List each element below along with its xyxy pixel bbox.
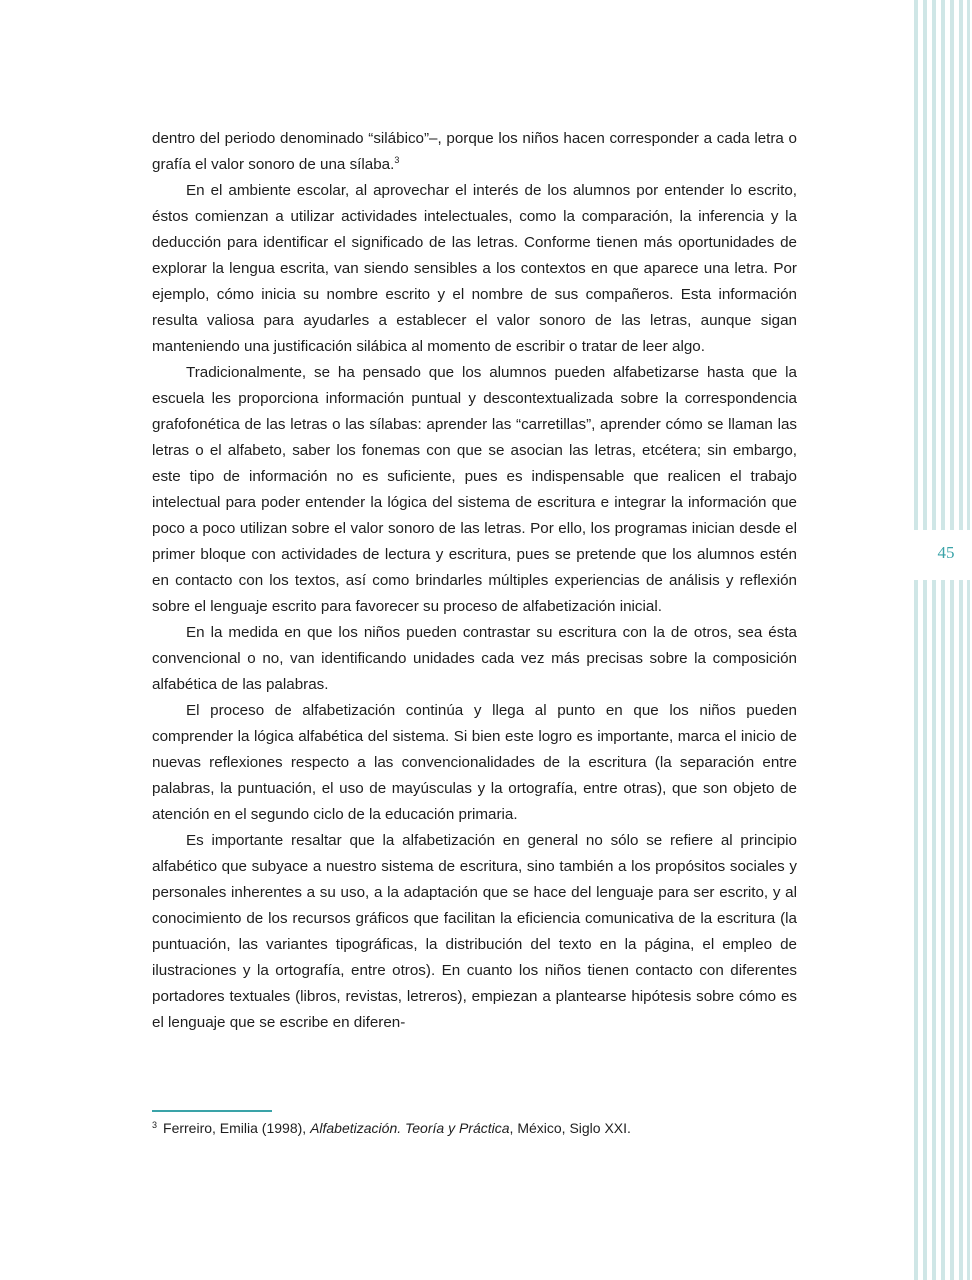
paragraph-4: En la medida en que los niños pueden contrastar su escritura con la de otros, sea ésta convencional o no, van identificando unidades cada vez más precisas sobre la composición alfabética de las palabras. [152,624,797,693]
footnote-publisher: , México, Siglo XXI. [509,1120,631,1136]
footnote-reference[interactable]: 3 [394,155,400,165]
page-number: 45 [937,543,955,562]
footnote-author: Ferreiro, Emilia (1998), [163,1120,311,1136]
decorative-side-stripes [912,0,972,1280]
paragraph-1: dentro del periodo denominado “silábico”–, porque los niños hacen corresponder a cada letra o grafía el valor sonoro de una sílaba.$^3$ [152,130,797,173]
body-text [152,126,797,1036]
footnote-divider [152,1110,272,1112]
paragraph-5: El proceso de alfabetización continúa y llega al punto en que los niños pueden comprender la lógica alfabética del sistema. Si bien este logro es importante, marca el inicio de nuevas reflexiones respecto a las convencionalidades de la escritura (la separación entre palabras, la puntuación, el uso de mayúsculas y la ortografía, entre otras), que son objeto de atención en el segundo ciclo de la educación primaria. [152,702,797,823]
paragraph-2: En el ambiente escolar, al aprovechar el interés de los alumnos por entender lo escrito, éstos comienzan a utilizar actividades intelectuales, como la comparación, la inferencia y la deducción para identificar el significado de las letras. Conforme tienen más oportunidades de explorar la lengua escrita, van siendo sensibles a los contextos en que aparece una letra. Por ejemplo, cómo inicia su nombre escrito y el nombre de sus compañeros. Esta información resulta valiosa para ayudarles a establecer el valor sonoro de las letras, aunque sigan manteniendo una justificación silábica al momento de escribir o tratar de leer algo. [152,182,797,355]
footnote-mark: 3 [152,1120,158,1130]
paragraph-3: Tradicionalmente, se ha pensado que los alumnos pueden alfabetizarse hasta que la escuela les proporciona información puntual y descontextualizada sobre la correspondencia grafofonética de las letras o las sílabas: aprender las “carretillas”, aprender cómo se llaman las letras o el alfabeto, saber los fonemas con que se asocian las letras, etcétera; sin embargo, este tipo de información no es suficiente, pues es indispensable que realicen el trabajo intelectual para poder entender la lógica del sistema de escritura e integrar la información que poco a poco utilizan sobre el valor sonoro de las letras. Por ello, los programas inician desde el primer bloque con actividades de lectura y escritura, pues se pretende que los alumnos estén en contacto con los textos, así como brindarles múltiples experiencias de análisis y reflexión sobre el lenguaje escrito para favorecer su proceso de alfabetización inicial. [152,364,797,615]
paragraph-6: Es importante resaltar que la alfabetización en general no sólo se refiere al principio alfabético que subyace a nuestro sistema de escritura, sino también a los propósitos sociales y personales inherentes a su uso, a la adaptación que se hace del lenguaje para ser escrito, y al conocimiento de los recursos gráficos que facilitan la eficiencia comunicativa de la escritura (la puntuación, las variantes tipográficas, la distribución del texto en la página, el empleo de ilustraciones y la ortografía, entre otros). En cuanto los niños tienen contacto con diferentes portadores textuales (libros, revistas, letreros), empiezan a plantearse hipótesis sobre cómo es el lenguaje que se escribe en diferen- [152,832,797,1031]
footnote-title: Alfabetización. Teoría y Práctica [310,1120,510,1136]
footnote [152,1114,797,1139]
